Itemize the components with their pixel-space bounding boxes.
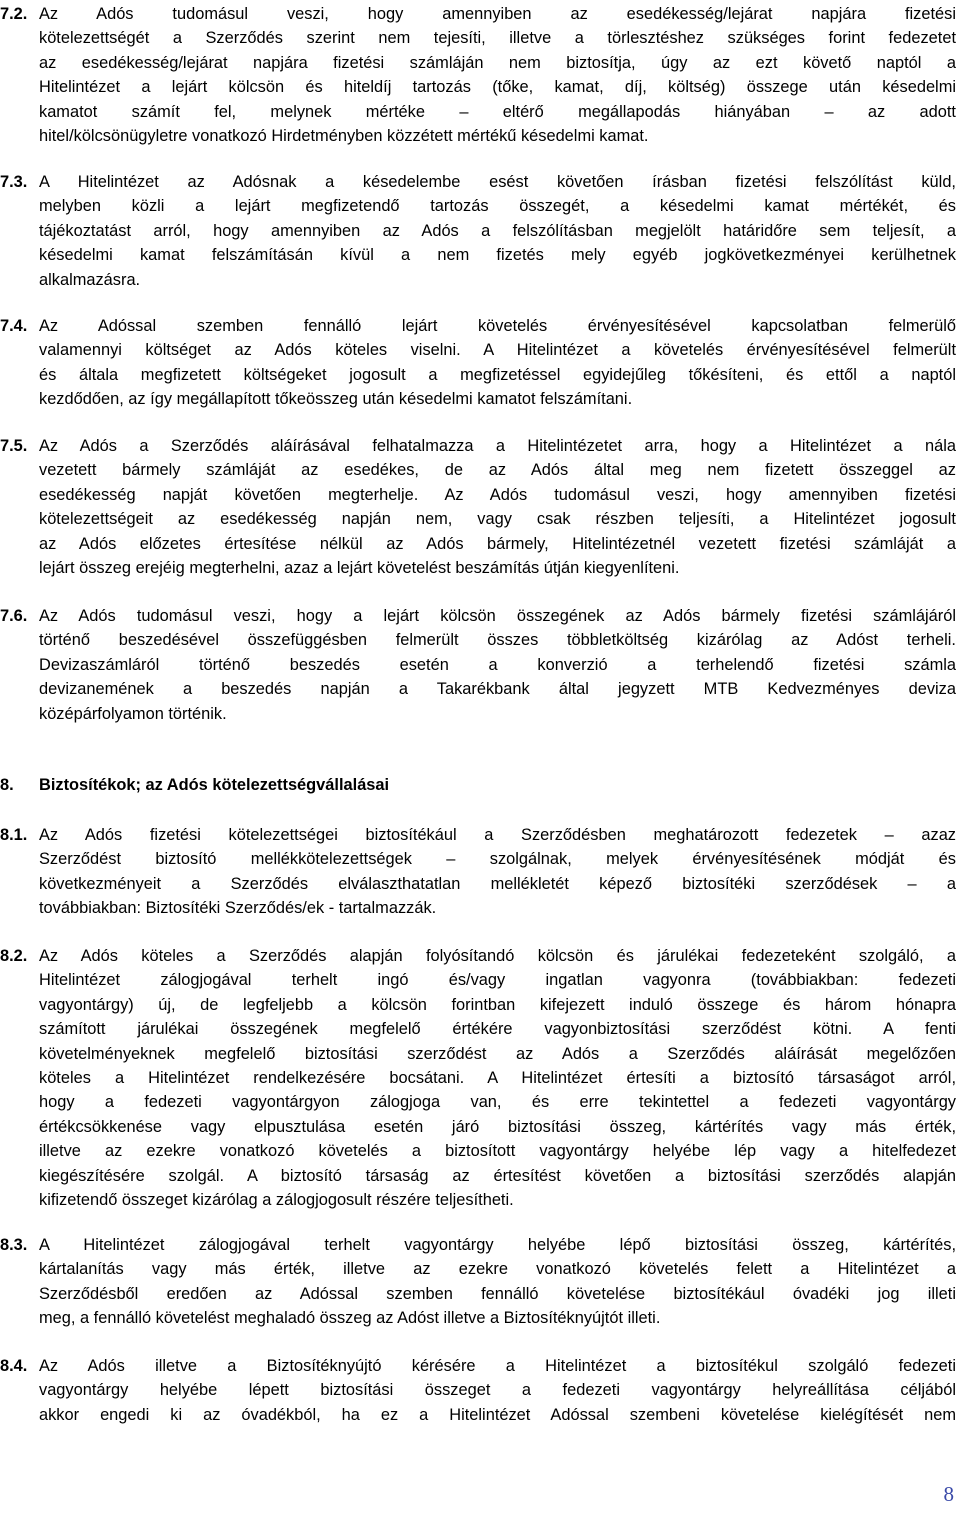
paragraph-number: 7.2. [0,5,28,23]
text-line: esedékesség napját követően megterhelje. Az Adós tudomásul veszi, hogy amennyiben fizetési [39,485,956,504]
paragraph-text [0,2,956,148]
paragraph-7-6 [0,604,956,726]
text-line: Devizaszámláról történő beszedés esetén a konverzió a terhelendő fizetési számla [39,655,956,674]
text-line: Az Adós fizetési kötelezettségei biztosítékául a Szerződésben meghatározott fedezetek – azaz [39,826,956,844]
paragraph-7-3 [0,170,956,292]
text-line: Az Adós tudomásul veszi, hogy amennyiben az esedékesség/lejárat napjára fizetési [39,5,956,23]
page-number: 8 [943,1482,954,1506]
text-line: valamennyi költséget az Adós köteles viselni. A Hitelintézet a követelés érvényesítésével felmerült [39,341,956,360]
paragraph-7-5 [0,434,956,580]
paragraph-8-3 [0,1233,956,1331]
text-line: meg, a fennálló követelést meghaladó összeg az Adóst illetve a Biztosítéknyújtót illeti. [39,1309,661,1328]
text-line: devizanemének a beszedés napján a Takarékbank által jegyzett MTB Kedvezményes deviza [39,680,956,699]
paragraph-number: 8.4. [0,1357,28,1375]
text-line: vagyontárgy helyébe lépett biztosítási összeget a fedezeti vagyontárgy helyreállítása céljából [39,1381,956,1400]
text-line: tájékoztatást arról, hogy amennyiben az Adós a felszólításban megjelölt határidőre sem teljesít, a [39,221,956,240]
text-line: köteles a Hitelintézet rendelkezésére bocsátani. A Hitelintézet értesíti a biztosító társaságot arról, [39,1068,956,1087]
text-line: hogy a fedezeti vagyontárgyon zálogjoga van, és erre tekintettel a fedezeti vagyontárgy [39,1093,956,1112]
paragraph-number: 7.6. [0,607,28,625]
text-line: továbbiakban: Biztosítéki Szerződés/ek - tartalmazzák. [39,899,437,918]
paragraph-number: 7.4. [0,317,28,335]
paragraph-text [0,434,956,580]
text-line: akkor engedi ki az óvadékból, ha ez a Hitelintézet Adóssal szembeni követelése kielégítését nem [39,1405,956,1424]
text-line: következményeit a Szerződés elválaszthatatlan mellékletét képező biztosítéki szerződések – a [39,874,956,893]
text-line: alkalmazásra. [39,270,141,289]
paragraph-number: 8.3. [0,1236,28,1254]
paragraph-text [0,170,956,292]
text-line: követelményeknek megfelelő biztosítási szerződést az Adós a Szerződés aláírását megelőzően [39,1044,956,1063]
text-line: vezetett bármely számláját az esedékes, de az Adós által meg nem fizetett összeggel az [39,461,956,480]
paragraph-number: 8.2. [0,947,28,965]
text-line: Az Adós tudomásul veszi, hogy a lejárt kölcsön összegének az Adós bármely fizetési számlájáról [39,607,956,625]
paragraph-text [0,604,956,726]
text-line: Szerződést biztosító mellékkötelezettségek – szolgálnak, melyek érvényesítésének módját és [39,850,956,869]
paragraph-text [0,1354,956,1427]
text-line: kezdődően, az így megállapított tőkeösszeg után késedelmi kamatot felszámítani. [39,390,633,409]
text-line: és általa megfizetett költségeket jogosult a megfizetéssel egyidejűleg tőkésíteni, és ettől a naptól [39,365,956,384]
text-line: az Adós előzetes értesítése nélkül az Adós bármely, Hitelintézetnél vezetett fizetési számláját a [39,534,956,553]
text-line: kötelezettségeit az esedékesség napján nem, vagy csak részben teljesíti, a Hitelintézet jogosult [39,510,956,529]
paragraph-number: 7.3. [0,173,28,191]
paragraph-8-4 [0,1354,956,1427]
text-line: Hitelintézet a lejárt kölcsön és hiteldíj tartozás (tőke, kamat, díj, költség) összege után késedelmi [39,78,956,97]
text-line: kártalanítás vagy más érték, illetve az ezekre vonatkozó követelés felett a Hitelintézet a [39,1260,956,1279]
paragraph-8-2 [0,944,956,1212]
text-line: vagyontárgy) új, de legfeljebb a kölcsön forintban kifejezett induló összege és három hónapra [39,995,956,1014]
text-line: Az Adós köteles a Szerződés alapján folyósítandó kölcsön és járulékai fedezeteként szolgáló, a [39,947,956,965]
text-line: Az Adós a Szerződés aláírásával felhatalmazza a Hitelintézetet arra, hogy a Hitelintézet a nála [39,437,956,455]
paragraph-7-2 [0,2,956,148]
paragraph-7-4 [0,314,956,412]
text-line: A Hitelintézet az Adósnak a késedelembe esést követően írásban fizetési felszólítást küld, [39,173,956,191]
text-line: értékcsökkenése vagy elpusztulása esetén járó biztosítási összeg, kártérítés vagy más érték, [39,1117,956,1136]
paragraph-text [0,944,956,1212]
text-line: kiegészítésére szolgál. A biztosító társaság az értesítést követően a biztosítási szerződés alapján [39,1166,956,1185]
text-line: Hitelintézet zálogjogával terhelt ingó és/vagy ingatlan vagyonra (továbbiakban: fedezeti [39,971,956,990]
text-line: hitel/kölcsönügyletre vonatkozó Hirdetményben közzétett mértékű késedelmi kamat. [39,126,649,145]
text-line: kamatot számít fel, melynek mértéke – eltérő megállapodás hiányában – az adott [39,102,956,121]
text-line: történő beszedésével összefüggésben felmerült összes többletköltség kizárólag az Adóst terheli. [39,631,956,650]
text-line: számított járulékai összegének megfelelő értékére vagyonbiztosítási szerződést kötni. A fenti [39,1020,956,1039]
paragraph-text [0,1233,956,1331]
paragraph-text [0,314,956,412]
paragraph-8-1 [0,823,956,921]
text-line: középárfolyamon történik. [39,704,227,723]
text-line: Szerződésből eredően az Adóssal szemben fennálló követelése biztosítékául óvadéki jog illeti [39,1284,956,1303]
text-line: kötelezettségét a Szerződés szerint nem tejesíti, illetve a törlesztéshez szükséges forint fedezetet [39,29,956,48]
paragraph-text [0,823,956,921]
text-line: késedelmi kamat felszámításán kívül a nem fizetés mely egyéb jogkövetkezményei kerülhetnek [39,246,956,265]
text-line: lejárt összeg erejéig megterhelni, azaz a lejárt követelést beszámítás útján kiegyenlíteni. [39,558,680,577]
paragraph-number: 7.5. [0,437,28,455]
text-line: A Hitelintézet zálogjogával terhelt vagyontárgy helyébe lépő biztosítási összeg, kártérítés, [39,1236,956,1254]
text-line: Az Adós illetve a Biztosítéknyújtó kérésére a Hitelintézet a biztosítékul szolgáló fedezeti [39,1357,956,1375]
section-title: Biztosítékok; az Adós kötelezettségvállalásai [39,776,390,794]
text-line: Az Adóssal szemben fennálló lejárt követelés érvényesítésével kapcsolatban felmerülő [39,317,956,335]
text-line: melyben közli a lejárt megfizetendő tartozás összegét, a késedelmi kamat mértékét, és [39,197,956,216]
paragraph-number: 8.1. [0,826,28,844]
text-line: kifizetendő összeget kizárólag a zálogjogosult részére teljesítheti. [39,1190,514,1209]
text-line: illetve az ezekre vonatkozó követelés a biztosított vagyontárgy helyébe lép vagy a hitelfedezet [39,1142,956,1161]
text-line: az esedékesség/lejárat napjára fizetési számláján nem biztosítja, úgy az ezt követő naptól a [39,53,956,72]
section-number: 8. [0,776,14,794]
